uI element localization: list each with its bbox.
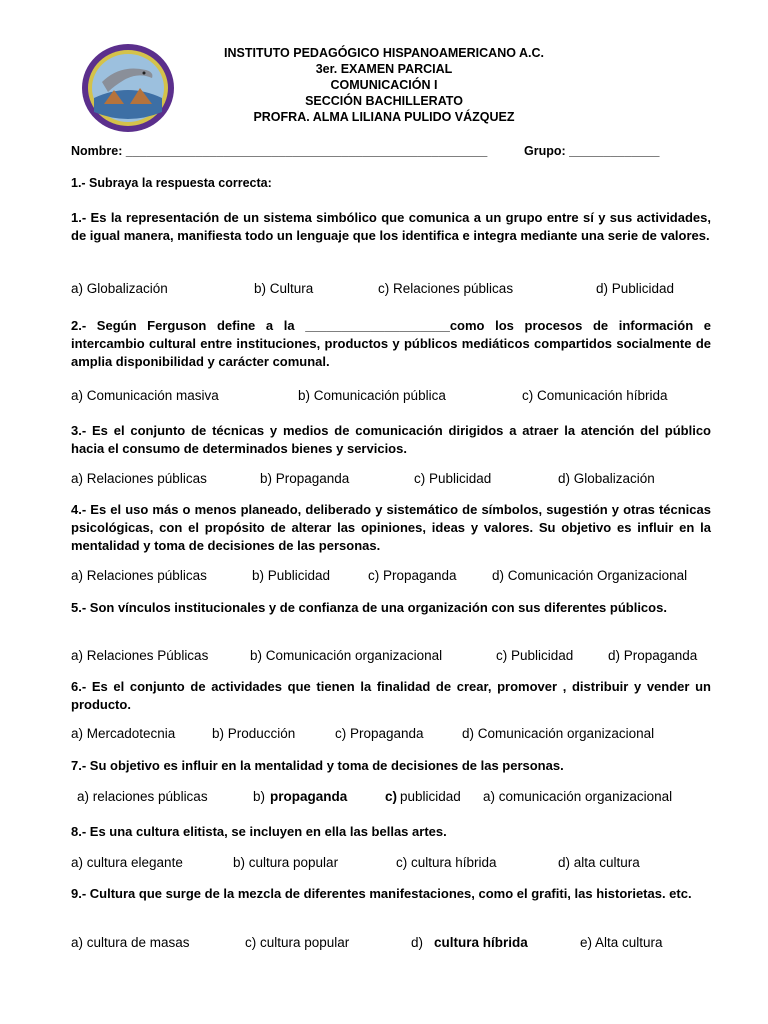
institution-name: INSTITUTO PEDAGÓGICO HISPANOAMERICANO A.C. <box>224 46 544 60</box>
q4-option-d: d) Comunicación Organizacional <box>492 568 688 583</box>
group-field: Grupo: _____________ <box>524 144 660 158</box>
q3-option-a: a) Relaciones públicas <box>71 471 207 486</box>
q6-option-c: c) Propaganda <box>335 726 424 741</box>
q7-option-b-letter: b) <box>253 789 266 804</box>
q1-option-c: c) Relaciones públicas <box>378 281 514 296</box>
q5-option-b: b) Comunicación organizacional <box>250 648 443 663</box>
q9-option-d: cultura híbrida <box>434 935 528 950</box>
exam-title: 3er. EXAMEN PARCIAL <box>315 62 453 76</box>
q7-option-d: a) comunicación organizacional <box>483 789 673 804</box>
q4-option-b: b) Publicidad <box>252 568 331 583</box>
q4-option-c: c) Propaganda <box>368 568 457 583</box>
subject-title: COMUNICACIÓN I <box>330 78 438 92</box>
name-field: Nombre: ____________________________________________________ <box>71 144 488 158</box>
question-4: 4.- Es el uso más o menos planeado, deliberado y sistemático de símbolos, sugestión y otras técnicas psicológicas, con el propósito de alterar las opiniones, ideas y valores. Su objetivo es influir en la mentalidad y toma de decisiones de las personas. <box>71 502 711 553</box>
q8-option-c: c) cultura híbrida <box>396 855 497 870</box>
q8-option-b: b) cultura popular <box>233 855 339 870</box>
q9-option-a: a) cultura de masas <box>71 935 190 950</box>
section-title: SECCIÓN BACHILLERATO <box>305 94 463 108</box>
question-5: 5.- Son vínculos institucionales y de confianza de una organización con sus diferentes públicos. <box>71 600 667 615</box>
q3-option-d: d) Globalización <box>558 471 655 486</box>
q3-option-b: b) Propaganda <box>260 471 350 486</box>
question-6: 6.- Es el conjunto de actividades que tienen la finalidad de crear, promover , distribuir y vender un producto. <box>71 679 711 712</box>
q7-option-c: publicidad <box>400 789 461 804</box>
question-7: 7.- Su objetivo es influir en la mentalidad y toma de decisiones de las personas. <box>71 758 564 773</box>
q7-option-c-letter: c) <box>385 789 398 804</box>
question-9: 9.- Cultura que surge de la mezcla de diferentes manifestaciones, como el grafiti, las historietas. etc. <box>71 886 692 901</box>
q6-option-b: b) Producción <box>212 726 296 741</box>
question-3: 3.- Es el conjunto de técnicas y medios de comunicación dirigidos a atraer la atención del público hacia el consumo de determinados bienes y servicios. <box>71 423 711 456</box>
q9-option-e: e) Alta cultura <box>580 935 663 950</box>
question-8: 8.- Es una cultura elitista, se incluyen en ella las bellas artes. <box>71 824 447 839</box>
q1-option-b: b) Cultura <box>254 281 314 296</box>
q5-option-d: d) Propaganda <box>608 648 698 663</box>
q1-option-a: a) Globalización <box>71 281 168 296</box>
q9-option-d-letter: d) <box>411 935 424 950</box>
q3-option-c: c) Publicidad <box>414 471 492 486</box>
q2-option-c: c) Comunicación híbrida <box>522 388 668 403</box>
q1-option-d: d) Publicidad <box>596 281 675 296</box>
q2-option-a: a) Comunicación masiva <box>71 388 219 403</box>
instruction: 1.- Subraya la respuesta correcta: <box>71 176 272 190</box>
q5-option-a: a) Relaciones Públicas <box>71 648 209 663</box>
question-2: 2.- Según Ferguson define a la ____________________como los procesos de información e intercambio cultural entre instituciones, productos y públicos mediáticos compartidos socialmente de amplia disponibilidad y carácter comunal. <box>71 318 711 369</box>
q4-option-a: a) Relaciones públicas <box>71 568 207 583</box>
q7-option-a: a) relaciones públicas <box>77 789 208 804</box>
q8-option-d: d) alta cultura <box>558 855 640 870</box>
q5-option-c: c) Publicidad <box>496 648 574 663</box>
q6-option-d: d) Comunicación organizacional <box>462 726 655 741</box>
teacher-name: PROFRA. ALMA LILIANA PULIDO VÁZQUEZ <box>253 110 515 124</box>
q6-option-a: a) Mercadotecnia <box>71 726 176 741</box>
q2-option-b: b) Comunicación pública <box>298 388 446 403</box>
question-1: 1.- Es la representación de un sistema simbólico que comunica a un grupo entre sí y sus actividades, de igual manera, manifiesta todo un lenguaje que los identifica e integra mediante una serie de valores. <box>71 210 711 243</box>
q8-option-a: a) cultura elegante <box>71 855 183 870</box>
q7-option-b: propaganda <box>270 789 348 804</box>
q9-option-c: c) cultura popular <box>245 935 350 950</box>
